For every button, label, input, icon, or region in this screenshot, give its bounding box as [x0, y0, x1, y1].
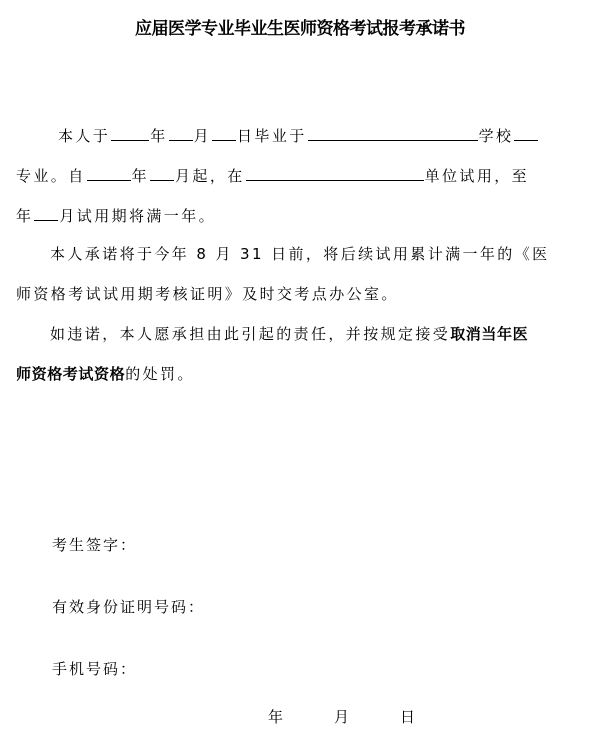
- paragraph1-line1: [58, 124, 539, 146]
- phone-number-label: 手机号码：: [52, 660, 138, 678]
- candidate-signature-label: 考生签字：: [52, 536, 138, 554]
- paragraph1-line3: [16, 204, 216, 226]
- date-year-label: 年: [268, 708, 284, 726]
- date-month-label: 月: [334, 708, 350, 726]
- paragraph2-line1: 本人承诺将于今年 8 月 31 日前，将后续试用累计满一年的《医: [50, 245, 550, 263]
- major-blank[interactable]: [514, 124, 538, 141]
- school-name-blank[interactable]: [308, 124, 478, 141]
- paragraph3-line2: [16, 364, 195, 384]
- paragraph1-line2: [16, 164, 529, 186]
- graduation-year-blank[interactable]: [111, 124, 149, 141]
- text: 学校: [478, 127, 514, 145]
- text: 年: [131, 167, 150, 185]
- text: 月: [193, 127, 212, 145]
- document-title: 应届医学专业毕业生医师资格考试报考承诺书: [135, 19, 465, 39]
- text: 的处罚。: [125, 365, 195, 383]
- text: 月起，在: [175, 167, 245, 185]
- text: 本人于: [58, 127, 111, 145]
- text: 专业。自: [16, 167, 86, 185]
- paragraph2-line2: 师资格考试试用期考核证明》及时交考点办公室。: [16, 285, 399, 303]
- text: 单位试用，至: [424, 167, 530, 185]
- bold-penalty-text: 取消当年医: [450, 325, 529, 343]
- graduation-day-blank[interactable]: [212, 124, 236, 141]
- text: 月试用期将满一年。: [59, 207, 217, 225]
- trial-end-month-blank[interactable]: [34, 204, 58, 221]
- id-number-label: 有效身份证明号码：: [52, 598, 206, 616]
- graduation-month-blank[interactable]: [169, 124, 193, 141]
- bold-penalty-text: 师资格考试资格: [16, 365, 126, 383]
- paragraph3-line1: [50, 324, 528, 344]
- date-day-label: 日: [400, 708, 416, 726]
- trial-start-month-blank[interactable]: [150, 164, 174, 181]
- text: 日毕业于: [237, 127, 307, 145]
- trial-unit-blank[interactable]: [246, 164, 424, 181]
- text: 年: [16, 207, 34, 225]
- trial-start-year-blank[interactable]: [87, 164, 131, 181]
- text: 年: [150, 127, 168, 145]
- text: 如违诺，本人愿承担由此引起的责任，并按规定接受: [50, 325, 451, 343]
